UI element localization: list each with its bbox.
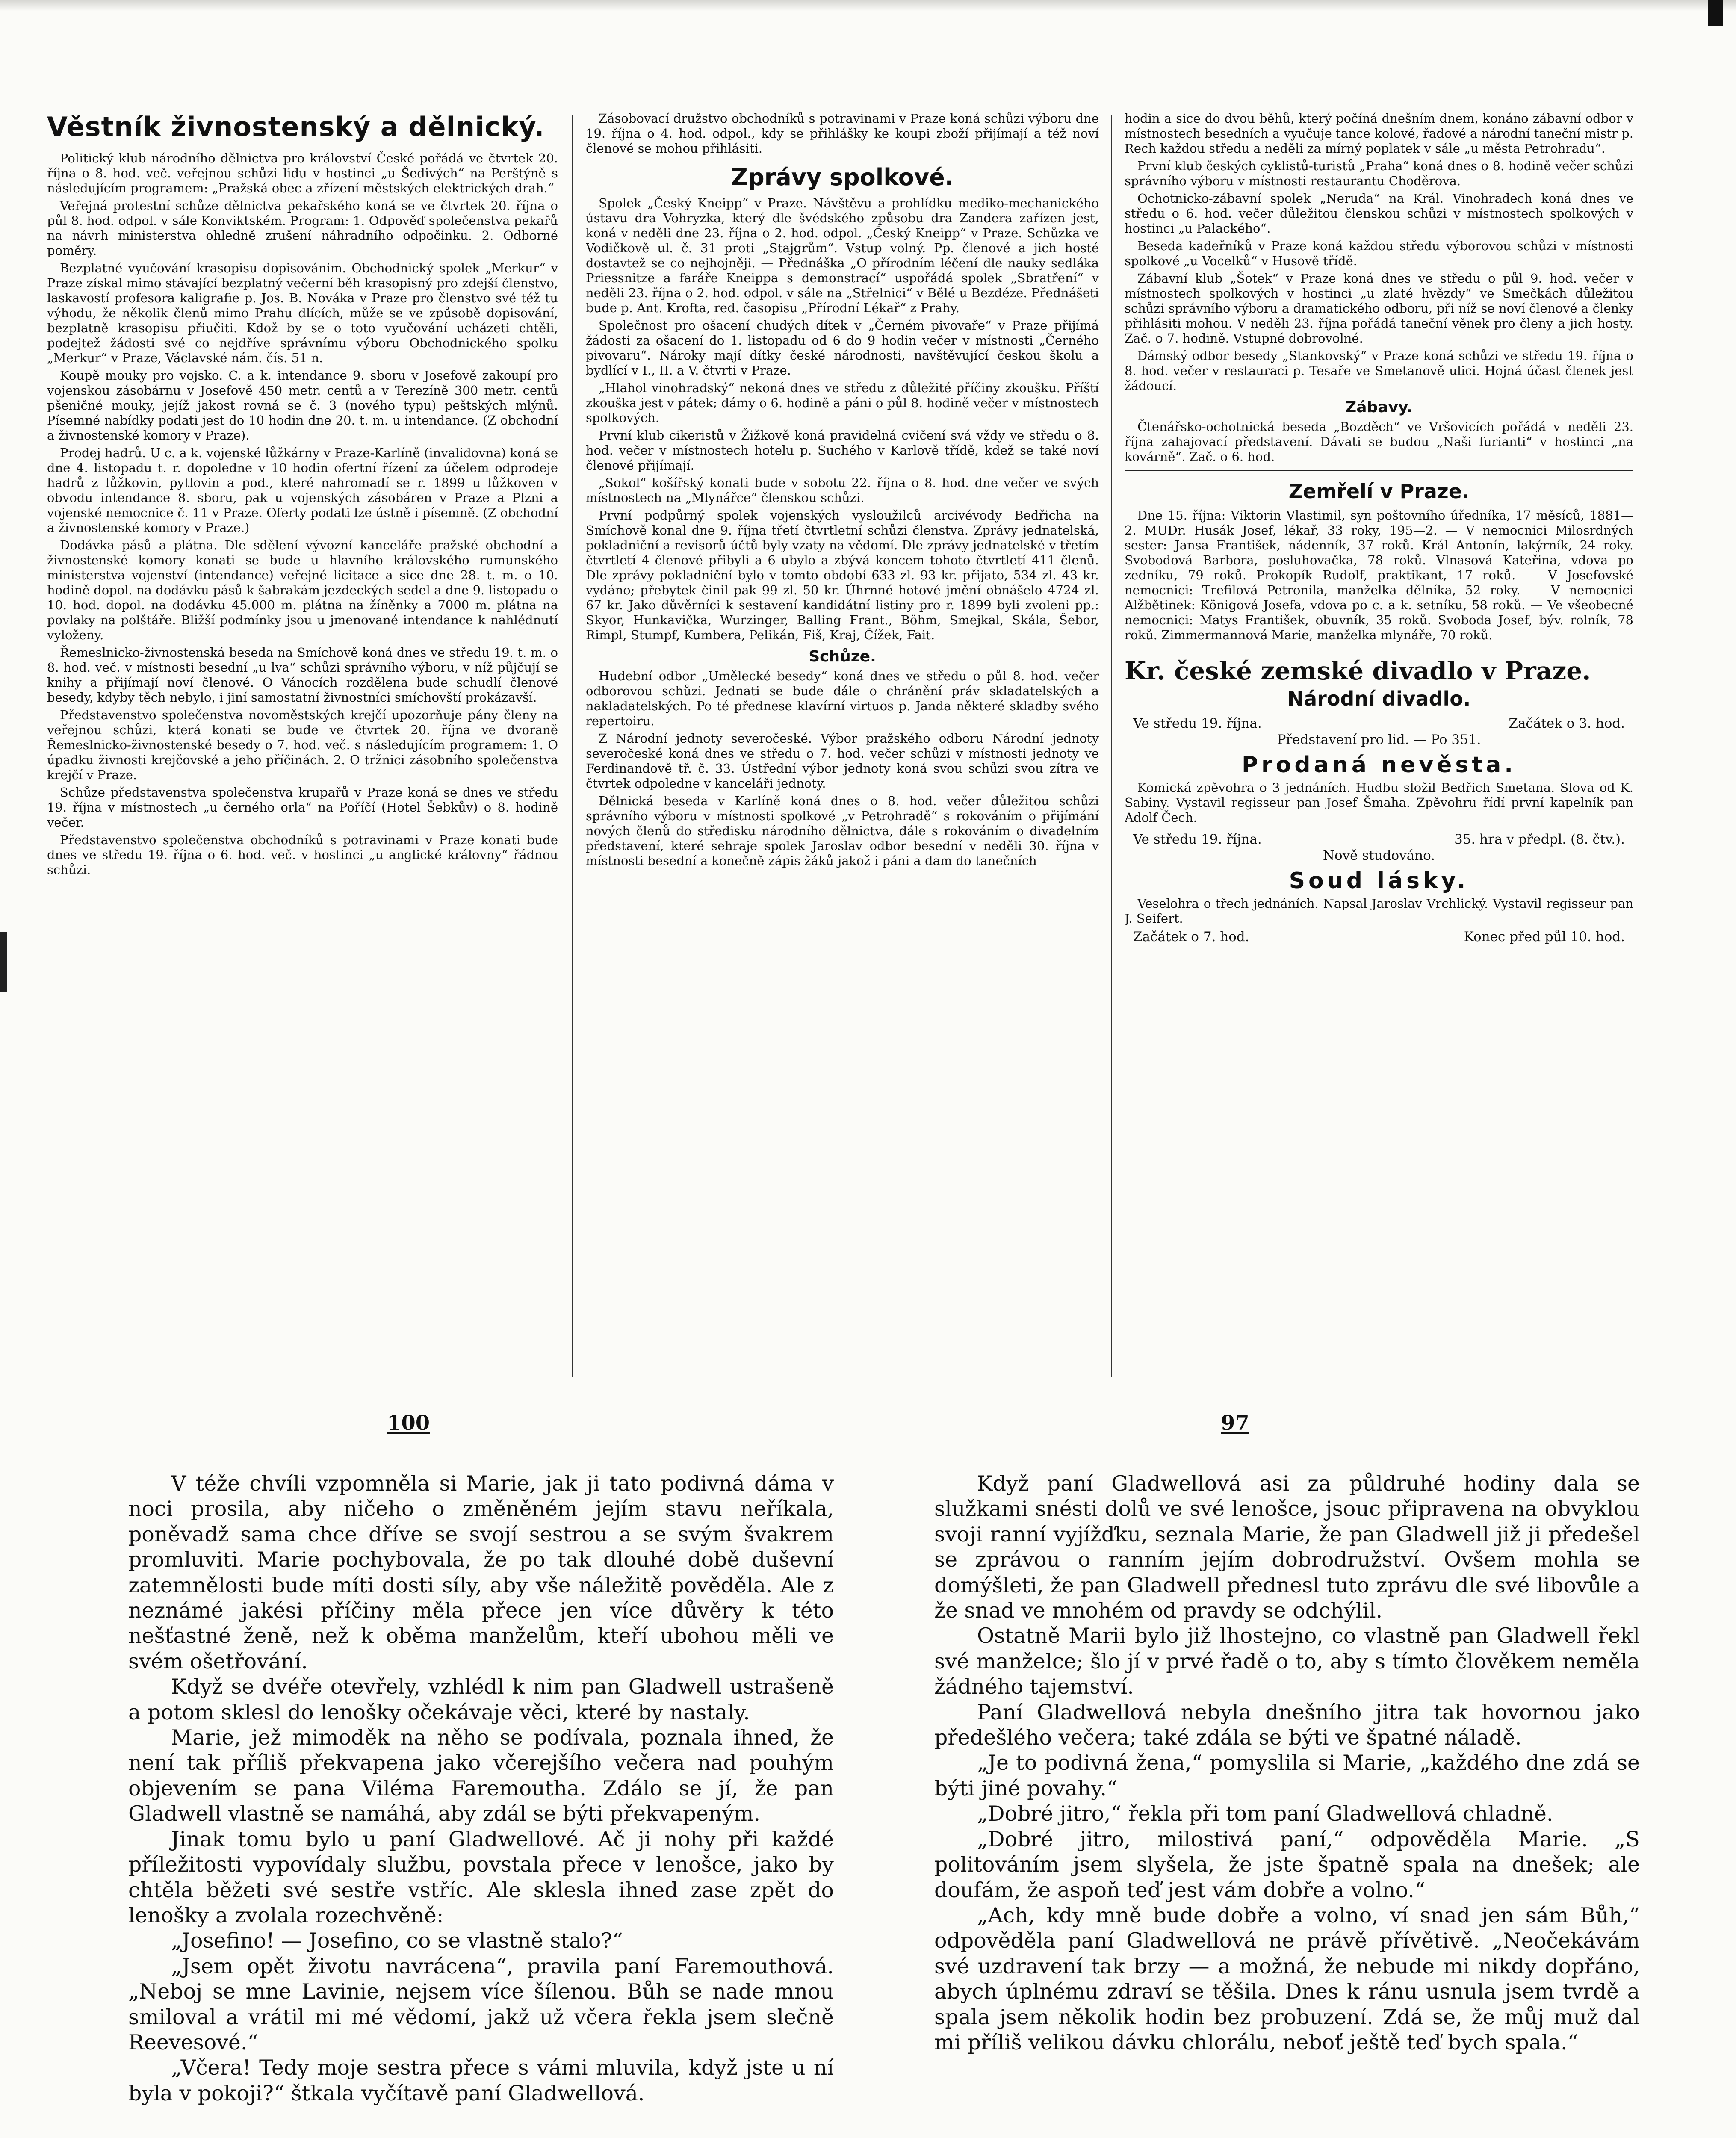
novel-paragraph: „Je to podivná žena,“ pomyslila si Marie, „každého dne zdá se býti jiné povahy.“ [934, 1751, 1640, 1801]
news-item: Bezplatné vyučování krasopisu dopisovánim. Obchodnický spolek „Merkur“ v Praze získal mimo stávající bezplatný večerní běh krasopisný pro zdejší členstvo, laskavostí profesora kaligrafie p. Jos. B. Nováka v Praze pro členstvo své též tu výhodu, že několik členů mimo Prahu dlících, může se ve způsobě dopisování, bezplatně krasopisu přiučiti. Kdož by se o toto vyučování ucházeti chtěli, podejtež žádosti své co nejdříve správnímu výboru Obchodnického spolku „Merkur“ v Praze, Václavské nám. čís. 51 n. [47, 261, 558, 365]
news-item: Spolek „Český Kneipp“ v Praze. Návštěvu a prohlídku mediko-mechanického ústavu dra Vohryzka, který dle švédského způsobu dra Zandera zařízen jest, koná v neděli dne 23. října o 2. hod. odpol. „Český Kneipp“ v Praze. Schůzka ve Vodičkově ul. č. 31 proti „Stajgrům“. Vstup volný. Pp. členové a jich hosté dostavtež se co nejhojněji. — Přednáška „O přírodním léčení dle nauky sedláka Priessnitze a faráře Kneippa s demonstrací“ uspořádá spolek „Sbratření“ v neděli 23. října o 2. hod. odpol. v sále na „Střelnici“ v Bělé u Bezdéze. Přednášeti bude p. Ant. Krofta, red. časopisu „Přírodní Lékař“ z Prahy. [586, 196, 1099, 315]
news-item: Z Národní jednoty severočeské. Výbor pražského odboru Národní jednoty severočeské koná dnes ve středu o 7. hod. večer schůzi v místnosti jednoty ve Ferdinandově tř. č. 33. Ústřední výbor jednoty koná svou schůzi svou zítra ve čtvrtek odpoledne v kanceláři jednoty. [586, 731, 1099, 791]
news-item: Veřejná protestní schůze dělnictva pekařského koná se ve čtvrtek 20. října o půl 8. hod. odpol. v sále Konviktském. Program: 1. Odpověď společenstva pekařů na návrh ministerstva ohledně zrušení náhradního odpočinku. 2. Odborné poměry. [47, 198, 558, 258]
section-heading: Zprávy spolkové. [731, 164, 954, 191]
performance-row [1125, 831, 1633, 848]
scan-binding-mark [0, 932, 7, 992]
novel-paragraph: „Dobré jitro,“ řekla při tom paní Gladwellová chladně. [977, 1801, 1553, 1826]
news-item: „Sokol“ košířský konati bude v sobotu 22. října o 8. hod. dne večer ve svých místnostech na „Mlynářce“ členskou schůzi. [586, 475, 1099, 505]
divider [1125, 649, 1633, 650]
novel-paragraph: „Včera! Tedy moje sestra přece s vámi mluvila, když jste u ní byla v pokoji?“ štkala vyčítavě paní Gladwellová. [128, 2055, 834, 2106]
novel-paragraph: Jinak tomu bylo u paní Gladwellové. Ač ji nohy při každé příležitosti vypovídaly službu, povstala přece v lenošce, jako by chtěla běžeti své sestře vstříc. Ale sklesla ihned zase zpět do lenošky a zvolala rozechvěně: [128, 1827, 834, 1928]
news-item: Beseda kadeřníků v Praze koná každou středu výborovou schůzi v místnosti spolkové „u Vocelků“ v Husově třídě. [1125, 239, 1633, 268]
novel-paragraph: V téže chvíli vzpomněla si Marie, jak ji tato podivná dáma v noci prosila, aby ničeho o změněném jejím stavu neříkala, poněvadž sama chce dříve se svojí sestrou a se svým švakrem promluviti. Marie pochybovala, že po tak dlouhé době duševní zatemnělosti bude míti dosti síly, aby vše náležitě pověděla. Ale z neznámé jakési příčiny měla přece jen více důvěry k této nešťastné ženě, než k oběma manželům, kteří ubohou měli ve svém ošetřování. [128, 1471, 834, 1674]
novel-paragraph: Ostatně Marii bylo již lhostejno, co vlastně pan Gladwell řekl své manželce; šlo jí v prvé řadě o to, aby s tímto člověkem neměla žádného tajemství. [934, 1624, 1640, 1699]
novel-paragraph: „Ach, kdy mně bude dobře a volno, ví snad jen sám Bůh,“ odpověděla paní Gladwellová ne právě přívětivě. „Neočekávám své uzdravení tak brzy — a možná, že nebude mi nikdy dopřáno, abych úplnému zdraví se těšila. Dnes k ránu usnula jsem tvrdě a spala jsem několik hodin bez probuzení. Zdá se, že můj muž dal mi příliš velikou dávku chlorálu, neboť ještě teď bych spala.“ [934, 1903, 1640, 2055]
performance-note: Představení pro lid. — Po 351. [1277, 732, 1481, 747]
performance-start: Začátek o 3. hod. [1509, 716, 1625, 731]
news-item: Dělnická beseda v Karlíně koná dnes o 8. hod. večer důležitou schůzi správního výboru v místnosti spolkové „v Petrohradě“ s rokováním o přijímání nových členů do středisku národního dělnictva, dále s rokováním o divadelním představení, které sehraje spolek Jaroslav odbor besední v neděli 30. října v místnosti besední a konečně zápis žáků jakož i páni a dam do tanečních [586, 794, 1099, 868]
news-item: Koupě mouky pro vojsko. C. a k. intendance 9. sboru v Josefově zakoupí pro vojenskou zásobárnu v Josefově 450 metr. centů a v Terezíně 300 metr. centů pšeničné mouky, jejíž jakost rovná se č. 3 (nového typu) peštských mlýnů. Písemné nabídky podati jest do 10 hodin dne 20. t. m. u intendance. (Z obchodní a živnostenské komory v Praze). [47, 368, 558, 443]
performance-date: Ve středu 19. října. [1133, 716, 1262, 731]
news-item: První klub cikeristů v Žižkově koná pravidelná cvičení svá vždy ve středu o 8. hod. večer v místnostech hotelu p. Suchého v Karlově třídě, kdež se také noví členové přijímají. [586, 428, 1099, 472]
news-item: Schůze představenstva společenstva krupařů v Praze koná se dnes ve středu 19. října v místnostech „u černého orla“ na Poříčí (Hotel Šebkův) o 8. hodině večer. [47, 785, 558, 830]
novel-paragraph: Když paní Gladwellová asi za půldruhé hodiny dala se služkami snésti dolů ve své lenošce, jsouc připravena na obvyklou svoji ranní vyjížďku, seznala Marie, že pan Gladwell již ji předešel se zprávou o ranním jejím dobrodružství. Ovšem mohla se domýšleti, že pan Gladwell přednesl tuto zprávu dle své libovůle a že snad ve mnohém od pravdy se odchýlil. [934, 1471, 1640, 1623]
novel-page-left [128, 1471, 834, 2106]
performance-row [1125, 929, 1633, 945]
page-number-right: 97 [1221, 1411, 1249, 1435]
performance-date: Ve středu 19. října. [1133, 832, 1262, 847]
novel-page-right [934, 1471, 1640, 2055]
column-rule [572, 115, 573, 1377]
novel-paragraph: „Josefino! — Josefino, co se vlastně stalo?“ [171, 1928, 623, 1953]
news-item: Zábavní klub „Šotek“ v Praze koná dnes ve středu o půl 9. hod. večer v místnostech spolkových v hostinci „u zlaté hvězdy“ ve Smečkách důležitou schůzi správního výboru a dramatického odboru, při níž se noví členové a členky přihlásiti mohou. V neděli 23. října pořádá taneční věnek pro členy a jich hosty. Zač. o 7. hodině. Vstupné dobrovolné. [1125, 271, 1633, 346]
performance-row [1125, 715, 1633, 732]
novel-paragraph: Paní Gladwellová nebyla dnešního jitra tak hovornou jako předešlého večera; také zdála se býti ve špatné náladě. [934, 1700, 1640, 1750]
theatre-subtitle: Národní divadlo. [1287, 687, 1471, 710]
news-item: Politický klub národního dělnictva pro království České pořádá ve čtvrtek 20. října o 8. hod. več. veřejnou schůzi lidu v hostinci „u Šedivých“ na Perštýně s následujícím programem: „Pražská obec a zřízení městských elektrických drah.“ [47, 151, 558, 195]
news-item: Společnost pro ošacení chudých dítek v „Černém pivovaře“ v Praze přijímá žádosti za ošacení do 1. listopadu od 6 do 9 hodin večer v místnosti „Černého pivovaru“. Nároky mají dítky české národnosti, navštěvující českou školu a bydlící v I., II. a V. čtvrti v Praze. [586, 318, 1099, 378]
divider [1125, 470, 1633, 472]
play-title: Soud lásky. [1289, 868, 1469, 894]
death-notices: Dne 15. října: Viktorin Vlastimil, syn poštovního úředníka, 17 měsíců, 1881—2. MUDr. Husák Josef, lékař, 33 roky, 195—2. — V nemocnici Milosrdných sester: Jansa František, nádenník, 37 roků. Král Antonín, lakýrník, 24 roky. Svobodová Barbora, posluhovačka, 78 roků. Vlnasová Kateřina, vdova po zedníku, 79 roků. Prokopík Rudolf, praktikant, 17 roků. — V Josefovské nemocnici: Trefilová Petronila, manželka dělníka, 52 roky. — V nemocnici Alžbětinek: Königová Josefa, vdova po c. a k. setníku, 58 roků. — Ve všeobecné nemocnici: Matys František, obuvník, 35 roků. Svoboda Josef, býv. rolník, 78 roků. Zimmermannová Marie, manželka mlynáře, 70 roků. [1125, 508, 1633, 642]
novel-paragraph: „Dobré jitro, milostivá paní,“ odpověděla Marie. „S politováním jsem slyšela, že jste špatně spala na dnešek; ale doufám, že aspoň teď jest vám dobře a volno.“ [934, 1827, 1640, 1902]
news-column-1 [47, 98, 558, 1377]
news-item: Představenstvo společenstva novoměstských krejčí upozorňuje pány členy na veřejnou schůzi, která konati se bude ve čtvrtek 20. října ve dvoraně Řemeslnicko-živnostenské besedy o 7. hod. več. s následujícím programem: 1. O úpadku živnosti krejčovské a jeho příčinách. 2. O tržnici zásobního společenstva krejčí v Praze. [47, 708, 558, 782]
scan-edge [0, 0, 1736, 11]
subsection-heading: Zábavy. [1345, 399, 1413, 416]
news-item: Zásobovací družstvo obchodníků s potravinami v Praze koná schůzi výboru dne 19. října o 4. hod. odpol., kdy se přihlášky ke koupi zboží přijímají a též noví členové se mohou přihlásiti. [586, 111, 1099, 156]
performance-note: Nově studováno. [1323, 848, 1435, 863]
news-item: Představenstvo společenstva obchodníků s potravinami v Praze konati bude dnes ve středu 19. října o 6. hod. več. v hostinci „u anglické královny“ řádnou schůzi. [47, 833, 558, 877]
news-item: Hudební odbor „Umělecké besedy“ koná dnes ve středu o půl 8. hod. večer odborovou schůzi. Jednati se bude dále o chránění práv skladatelských a nakladatelských. Po té přednese klavírní virtuos p. Janda některé skladby svého repertoiru. [586, 669, 1099, 728]
news-item: Dodávka pásů a plátna. Dle sdělení vývozní kanceláře pražské obchodní a živnostenské komory konati se bude u hlavního královského rumunského ministerstva vojenství (intendance) veřejné licitace a sice dne 28. t. m. o 10. hodině dopol. na dodávku pásů k šabrakám jezdeckých sedel a dne 9. listopadu o 10. hod. dopol. na dodávku 45.000 m. plátna na žíněnky a 7000 m. plátna na povlaky na polštáře. Bližší podmínky jsou u jmenované intendance k nahlédnutí vyloženy. [47, 538, 558, 642]
news-item: hodin a sice do dvou běhů, který počíná dnešním dnem, konáno zábavní odbor v místnostech besedních a vyučuje tance kolové, řadové a národní taneční mistr p. Rech každou středu a neděli za mírný poplatek v sále „u města Petrohradu“. [1125, 111, 1633, 156]
novel-paragraph: „Jsem opět životu navrácena“, pravila paní Faremouthová. „Neboj se mne Lavinie, nejsem více šílenou. Bůh se nade mnou smiloval a vrátil mi mé vědomí, jakž už včera řekla jsem slečně Reevesové.“ [128, 1954, 834, 2055]
news-item: Čtenářsko-ochotnická beseda „Bozděch“ ve Vršovicích pořádá v neděli 23. října zahajovací představení. Dávati se budou „Naši furianti“ v hostinci „na kovárně“. Zač. o 6. hod. [1125, 419, 1633, 464]
performance-start: Začátek o 7. hod. [1133, 929, 1249, 945]
play-description: Komická zpěvohra o 3 jednáních. Hudbu složil Bedřich Smetana. Slova od K. Sabiny. Vystavil regisseur pan Josef Šmaha. Zpěvohru řídí první kapelník pan Adolf Čech. [1125, 780, 1633, 825]
news-item: Ochotnicko-zábavní spolek „Neruda“ na Král. Vinohradech koná dnes ve středu o 6. hod. večer důležitou členskou schůzi v místnostech spolkových v hostinci „u Palackého“. [1125, 191, 1633, 236]
newspaper-section [30, 98, 1633, 1377]
news-column-2 [586, 98, 1099, 1377]
novel-paragraph: Když se dvéře otevřely, vzhlédl k nim pan Gladwell ustrašeně a potom sklesl do lenošky očekávaje věci, které by nastaly. [128, 1674, 834, 1725]
section-heading: Zemřelí v Praze. [1288, 480, 1470, 503]
news-item: „Hlahol vinohradský“ nekoná dnes ve středu z důležité příčiny zkoušku. Příští zkouška jest v pátek; dámy o 6. hodině a páni o půl 8. hodině večer v místnostech spolkových. [586, 381, 1099, 425]
news-item: První klub českých cyklistů-turistů „Praha“ koná dnes o 8. hodině večer schůzi správního výboru v místnosti restaurantu Choděrova. [1125, 159, 1633, 188]
news-item: První podpůrný spolek vojenských vysloužilců arcivévody Bedřicha na Smíchově konal dne 9. října třetí čtvrtletní schůzi členstva. Zprávy jednatelská, pokladniční a revisorů účtů byly vzaty na vědomí. Dle zprávy jednatelské v třetím čtvrtletí 4 členové přibyli a 6 ubylo a zbývá koncem tohoto čtvrtletí 411 členů. Dle zprávy pokladniční bylo v tomto období 633 zl. 93 kr. přijato, 534 zl. 43 kr. vydáno; přebytek činil pak 99 zl. 50 kr. Úhrnné hotové jmění obnášelo 4724 zl. 67 kr. Jako důvěrníci k sestavení kandidátní listiny pro r. 1899 byli zvoleni pp.: Skyor, Hunkavička, Wurzinger, Balling Frant., Böhm, Smejkal, Skála, Šebor, Rimpl, Stumpf, Kumbera, Pelikán, Fiš, Kraj, Čížek, Fait. [586, 508, 1099, 642]
novel-paragraph: Marie, jež mimoděk na něho se podívala, poznala ihned, že není tak příliš překvapena jako včerejšího večera nad pouhým objevením se pana Viléma Faremoutha. Zdálo se jí, že pan Gladwell vlastně se namáhá, aby zdál se býti překvapeným. [128, 1725, 834, 1826]
play-title: Prodaná nevěsta. [1241, 752, 1517, 778]
news-column-3 [1125, 98, 1633, 1377]
subsection-heading: Schůze. [809, 648, 876, 665]
page-number-left: 100 [387, 1411, 430, 1435]
news-item: Dámský odbor besedy „Stankovský“ v Praze koná schůzi ve středu 19. října o 8. hod. večer v restauraci p. Tesaře ve Smetanově ulici. Hojná účast členek jest žádoucí. [1125, 348, 1633, 393]
column-title: Věstník živnostenský a dělnický. [47, 111, 545, 142]
performance-subscription: 35. hra v předpl. (8. čtv.). [1454, 832, 1625, 847]
theatre-title: Kr. české zemské divadlo v Praze. [1125, 656, 1591, 685]
column-rule [1111, 115, 1112, 1377]
news-item: Řemeslnicko-živnostenská beseda na Smíchově koná dnes ve středu 19. t. m. o 8. hod. več. v místnosti besední „u lva“ schůzi správního výboru, v níž půjčují se knihy a přijímají noví členové. O Vánocích rozdělena bude schudlí členové besedy, kdyby těch nebylo, i jiní samostatní živnostníci smíchovští prokázavší. [47, 645, 558, 705]
scan-corner-mark [1708, 0, 1723, 26]
performance-end: Konec před půl 10. hod. [1464, 929, 1625, 945]
play-description: Veselohra o třech jednáních. Napsal Jaroslav Vrchlický. Vystavil regisseur pan J. Seifert. [1125, 896, 1633, 926]
news-item: Prodej hadrů. U c. a k. vojenské lůžkárny v Praze-Karlíně (invalidovna) koná se dne 4. listopadu t. r. dopoledne v 10 hodin ofertní řízení za účelem odprodeje hadrů z lůžkovin, pytlovin a pod., které nahromadí se r. 1899 u lůžkoven v obvodu intendance 8. sboru, pak u vojenských zásobáren v Praze a Plzni a vojenské nemocnice č. 11 v Praze. Oferty podati lze ústně i písemně. (Z obchodní a živnostenské komory v Praze.) [47, 446, 558, 535]
